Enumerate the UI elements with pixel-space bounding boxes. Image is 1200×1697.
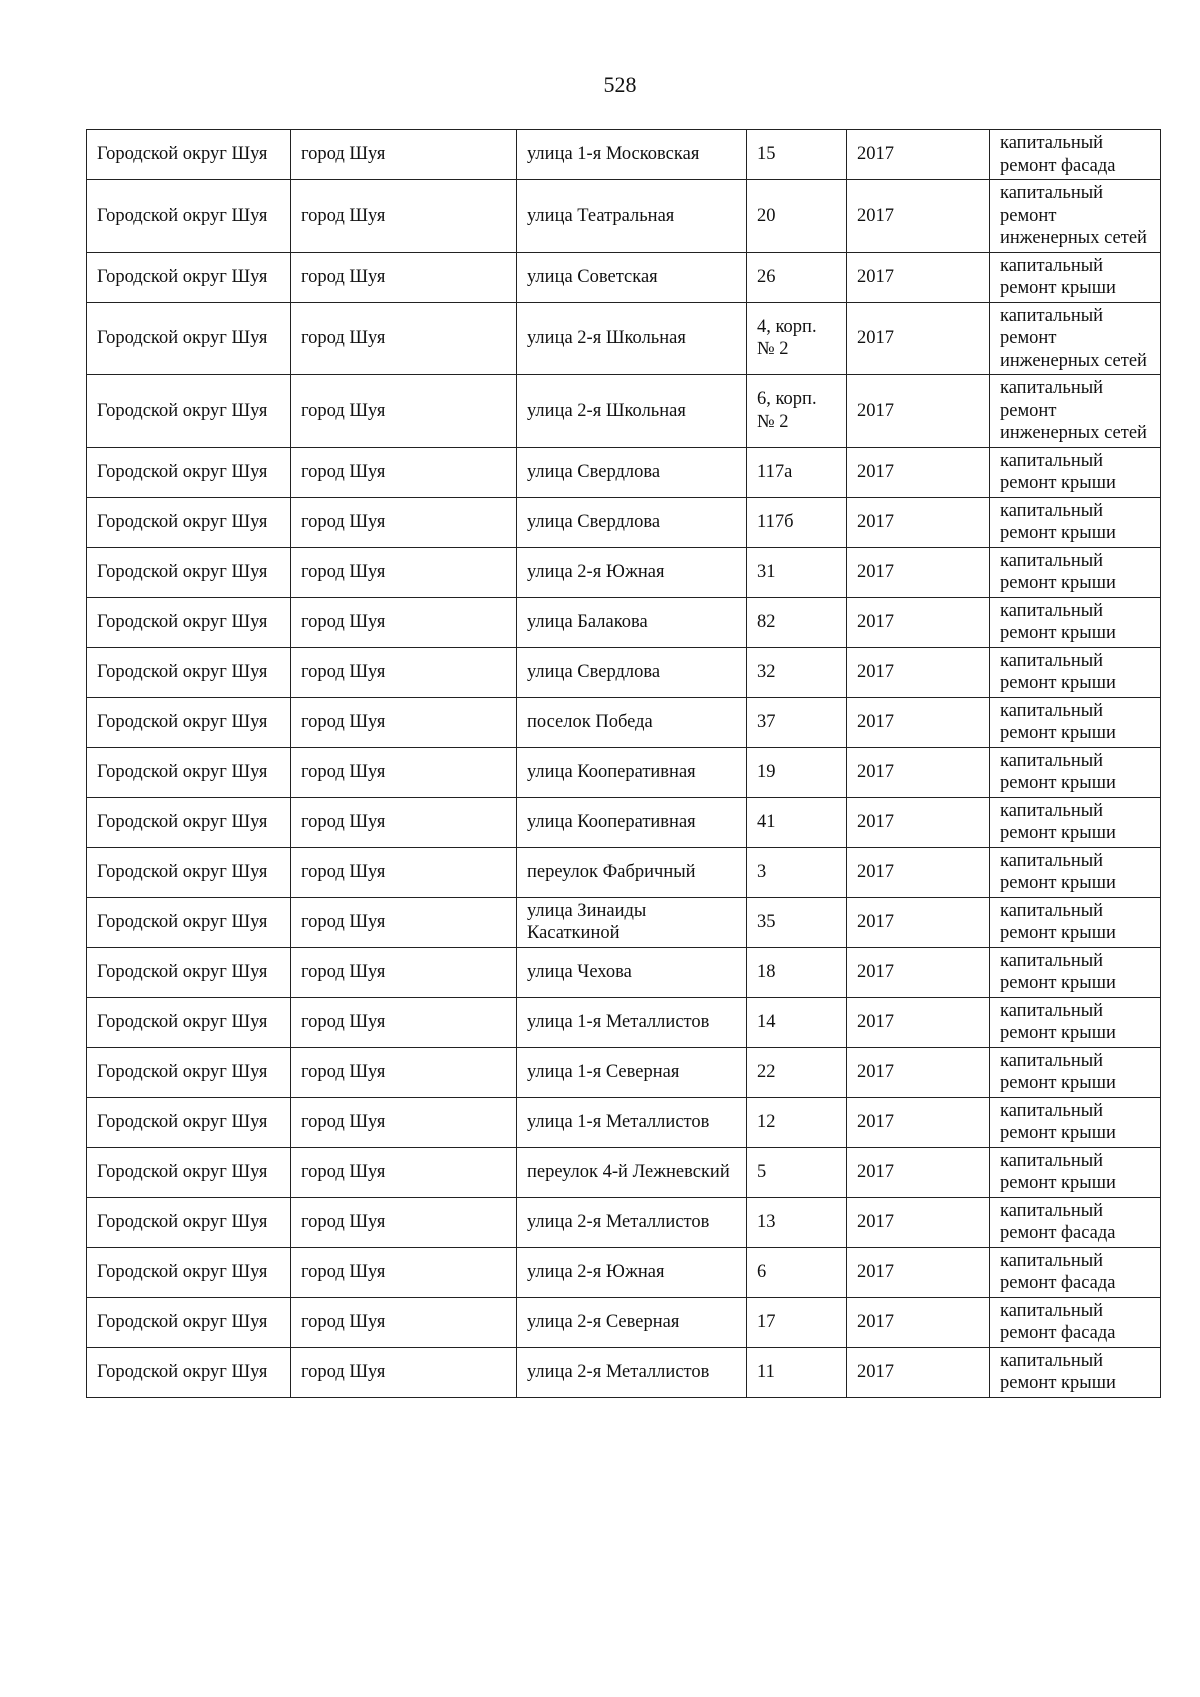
work-type-cell: капитальный ремонт крыши xyxy=(990,847,1161,897)
work-type-cell: капитальный ремонт крыши xyxy=(990,447,1161,497)
house-number-cell: 20 xyxy=(747,180,847,253)
locality-cell: город Шуя xyxy=(291,1047,517,1097)
district-cell: Городской округ Шуя xyxy=(87,647,291,697)
street-cell: улица Балакова xyxy=(517,597,747,647)
locality-cell: город Шуя xyxy=(291,647,517,697)
year-cell: 2017 xyxy=(847,547,990,597)
year-cell: 2017 xyxy=(847,1047,990,1097)
year-cell: 2017 xyxy=(847,997,990,1047)
year-cell: 2017 xyxy=(847,947,990,997)
year-cell: 2017 xyxy=(847,1247,990,1297)
locality-cell: город Шуя xyxy=(291,1247,517,1297)
table-row xyxy=(87,547,1161,597)
locality-cell: город Шуя xyxy=(291,302,517,375)
work-type-cell: капитальный ремонт крыши xyxy=(990,747,1161,797)
locality-cell: город Шуя xyxy=(291,997,517,1047)
locality-cell: город Шуя xyxy=(291,697,517,747)
house-number-cell: 6 xyxy=(747,1247,847,1297)
table-row xyxy=(87,1147,1161,1197)
street-cell: улица 2-я Металлистов xyxy=(517,1197,747,1247)
work-type-cell: капитальный ремонт крыши xyxy=(990,1347,1161,1397)
street-cell: улица 1-я Металлистов xyxy=(517,1097,747,1147)
house-number-cell: 22 xyxy=(747,1047,847,1097)
locality-cell: город Шуя xyxy=(291,1147,517,1197)
year-cell: 2017 xyxy=(847,1097,990,1147)
district-cell: Городской округ Шуя xyxy=(87,1297,291,1347)
street-cell: улица 2-я Школьная xyxy=(517,375,747,448)
district-cell: Городской округ Шуя xyxy=(87,847,291,897)
year-cell: 2017 xyxy=(847,252,990,302)
house-number-cell: 19 xyxy=(747,747,847,797)
table-row xyxy=(87,497,1161,547)
house-number-cell: 15 xyxy=(747,130,847,180)
street-cell: улица 2-я Школьная xyxy=(517,302,747,375)
house-number-cell: 117б xyxy=(747,497,847,547)
street-cell: улица Свердлова xyxy=(517,647,747,697)
table-body xyxy=(87,130,1161,1398)
work-type-cell: капитальный ремонт фасада xyxy=(990,1197,1161,1247)
table-row xyxy=(87,1047,1161,1097)
table-row xyxy=(87,697,1161,747)
table-row xyxy=(87,1247,1161,1297)
table-row xyxy=(87,1297,1161,1347)
house-number-cell: 26 xyxy=(747,252,847,302)
year-cell: 2017 xyxy=(847,697,990,747)
year-cell: 2017 xyxy=(847,647,990,697)
table-row xyxy=(87,997,1161,1047)
work-type-cell: капитальный ремонт крыши xyxy=(990,947,1161,997)
house-number-cell: 117а xyxy=(747,447,847,497)
street-cell: улица Кооперативная xyxy=(517,797,747,847)
year-cell: 2017 xyxy=(847,130,990,180)
year-cell: 2017 xyxy=(847,847,990,897)
district-cell: Городской округ Шуя xyxy=(87,1347,291,1397)
work-type-cell: капитальный ремонт крыши xyxy=(990,997,1161,1047)
table-row xyxy=(87,847,1161,897)
street-cell: переулок 4-й Лежневский xyxy=(517,1147,747,1197)
house-number-cell: 13 xyxy=(747,1197,847,1247)
year-cell: 2017 xyxy=(847,180,990,253)
locality-cell: город Шуя xyxy=(291,747,517,797)
street-cell: улица 1-я Московская xyxy=(517,130,747,180)
district-cell: Городской округ Шуя xyxy=(87,547,291,597)
district-cell: Городской округ Шуя xyxy=(87,252,291,302)
year-cell: 2017 xyxy=(847,897,990,947)
table-row xyxy=(87,1347,1161,1397)
table-row xyxy=(87,302,1161,375)
locality-cell: город Шуя xyxy=(291,1347,517,1397)
district-cell: Городской округ Шуя xyxy=(87,697,291,747)
year-cell: 2017 xyxy=(847,302,990,375)
locality-cell: город Шуя xyxy=(291,497,517,547)
house-number-cell: 18 xyxy=(747,947,847,997)
district-cell: Городской округ Шуя xyxy=(87,1147,291,1197)
locality-cell: город Шуя xyxy=(291,597,517,647)
locality-cell: город Шуя xyxy=(291,252,517,302)
work-type-cell: капитальный ремонт крыши xyxy=(990,547,1161,597)
district-cell: Городской округ Шуя xyxy=(87,997,291,1047)
street-cell: улица Зинаиды Касаткиной xyxy=(517,897,747,947)
year-cell: 2017 xyxy=(847,747,990,797)
locality-cell: город Шуя xyxy=(291,947,517,997)
house-number-cell: 3 xyxy=(747,847,847,897)
work-type-cell: капитальный ремонт крыши xyxy=(990,252,1161,302)
year-cell: 2017 xyxy=(847,1197,990,1247)
table-row xyxy=(87,747,1161,797)
street-cell: улица 1-я Северная xyxy=(517,1047,747,1097)
year-cell: 2017 xyxy=(847,797,990,847)
locality-cell: город Шуя xyxy=(291,547,517,597)
work-type-cell: капитальный ремонт крыши xyxy=(990,1097,1161,1147)
house-number-cell: 37 xyxy=(747,697,847,747)
work-type-cell: капитальный ремонт крыши xyxy=(990,1047,1161,1097)
year-cell: 2017 xyxy=(847,497,990,547)
district-cell: Городской округ Шуя xyxy=(87,1097,291,1147)
house-number-cell: 32 xyxy=(747,647,847,697)
street-cell: улица Свердлова xyxy=(517,497,747,547)
house-number-cell: 41 xyxy=(747,797,847,847)
house-number-cell: 14 xyxy=(747,997,847,1047)
locality-cell: город Шуя xyxy=(291,897,517,947)
district-cell: Городской округ Шуя xyxy=(87,302,291,375)
year-cell: 2017 xyxy=(847,1347,990,1397)
house-number-cell: 17 xyxy=(747,1297,847,1347)
district-cell: Городской округ Шуя xyxy=(87,947,291,997)
locality-cell: город Шуя xyxy=(291,1197,517,1247)
work-type-cell: капитальный ремонт крыши xyxy=(990,897,1161,947)
district-cell: Городской округ Шуя xyxy=(87,130,291,180)
work-type-cell: капитальный ремонт крыши xyxy=(990,597,1161,647)
work-type-cell: капитальный ремонт крыши xyxy=(990,697,1161,747)
year-cell: 2017 xyxy=(847,597,990,647)
district-cell: Городской округ Шуя xyxy=(87,497,291,547)
table-row xyxy=(87,180,1161,253)
street-cell: улица 2-я Северная xyxy=(517,1297,747,1347)
table-row xyxy=(87,130,1161,180)
locality-cell: город Шуя xyxy=(291,447,517,497)
street-cell: поселок Победа xyxy=(517,697,747,747)
table-row xyxy=(87,1197,1161,1247)
street-cell: улица 2-я Южная xyxy=(517,1247,747,1297)
locality-cell: город Шуя xyxy=(291,130,517,180)
district-cell: Городской округ Шуя xyxy=(87,1047,291,1097)
year-cell: 2017 xyxy=(847,1147,990,1197)
work-type-cell: капитальный ремонт крыши xyxy=(990,647,1161,697)
work-type-cell: капитальный ремонт крыши xyxy=(990,797,1161,847)
street-cell: улица 2-я Металлистов xyxy=(517,1347,747,1397)
table-row xyxy=(87,597,1161,647)
table-row xyxy=(87,447,1161,497)
table-row xyxy=(87,647,1161,697)
year-cell: 2017 xyxy=(847,1297,990,1347)
work-type-cell: капитальный ремонт инженерных сетей xyxy=(990,375,1161,448)
work-type-cell: капитальный ремонт крыши xyxy=(990,497,1161,547)
locality-cell: город Шуя xyxy=(291,180,517,253)
district-cell: Городской округ Шуя xyxy=(87,1247,291,1297)
district-cell: Городской округ Шуя xyxy=(87,375,291,448)
year-cell: 2017 xyxy=(847,447,990,497)
district-cell: Городской округ Шуя xyxy=(87,447,291,497)
street-cell: улица Советская xyxy=(517,252,747,302)
locality-cell: город Шуя xyxy=(291,1097,517,1147)
table-row xyxy=(87,375,1161,448)
district-cell: Городской округ Шуя xyxy=(87,1197,291,1247)
table-row xyxy=(87,797,1161,847)
work-type-cell: капитальный ремонт крыши xyxy=(990,1147,1161,1197)
table-row xyxy=(87,252,1161,302)
work-type-cell: капитальный ремонт инженерных сетей xyxy=(990,302,1161,375)
locality-cell: город Шуя xyxy=(291,797,517,847)
house-number-cell: 11 xyxy=(747,1347,847,1397)
street-cell: улица Свердлова xyxy=(517,447,747,497)
page-number: 528 xyxy=(603,72,637,97)
year-cell: 2017 xyxy=(847,375,990,448)
district-cell: Городской округ Шуя xyxy=(87,747,291,797)
work-type-cell: капитальный ремонт фасада xyxy=(990,130,1161,180)
house-number-cell: 12 xyxy=(747,1097,847,1147)
district-cell: Городской округ Шуя xyxy=(87,180,291,253)
street-cell: улица Кооперативная xyxy=(517,747,747,797)
work-type-cell: капитальный ремонт фасада xyxy=(990,1297,1161,1347)
street-cell: улица 2-я Южная xyxy=(517,547,747,597)
street-cell: переулок Фабричный xyxy=(517,847,747,897)
work-type-cell: капитальный ремонт инженерных сетей xyxy=(990,180,1161,253)
table-row xyxy=(87,897,1161,947)
house-number-cell: 35 xyxy=(747,897,847,947)
repair-schedule-table xyxy=(86,129,1161,1398)
street-cell: улица Чехова xyxy=(517,947,747,997)
street-cell: улица 1-я Металлистов xyxy=(517,997,747,1047)
district-cell: Городской округ Шуя xyxy=(87,797,291,847)
house-number-cell: 6, корп. № 2 xyxy=(747,375,847,448)
table-row xyxy=(87,947,1161,997)
table-row xyxy=(87,1097,1161,1147)
district-cell: Городской округ Шуя xyxy=(87,597,291,647)
district-cell: Городской округ Шуя xyxy=(87,897,291,947)
house-number-cell: 82 xyxy=(747,597,847,647)
locality-cell: город Шуя xyxy=(291,847,517,897)
house-number-cell: 5 xyxy=(747,1147,847,1197)
locality-cell: город Шуя xyxy=(291,1297,517,1347)
house-number-cell: 4, корп. № 2 xyxy=(747,302,847,375)
locality-cell: город Шуя xyxy=(291,375,517,448)
house-number-cell: 31 xyxy=(747,547,847,597)
work-type-cell: капитальный ремонт фасада xyxy=(990,1247,1161,1297)
street-cell: улица Театральная xyxy=(517,180,747,253)
